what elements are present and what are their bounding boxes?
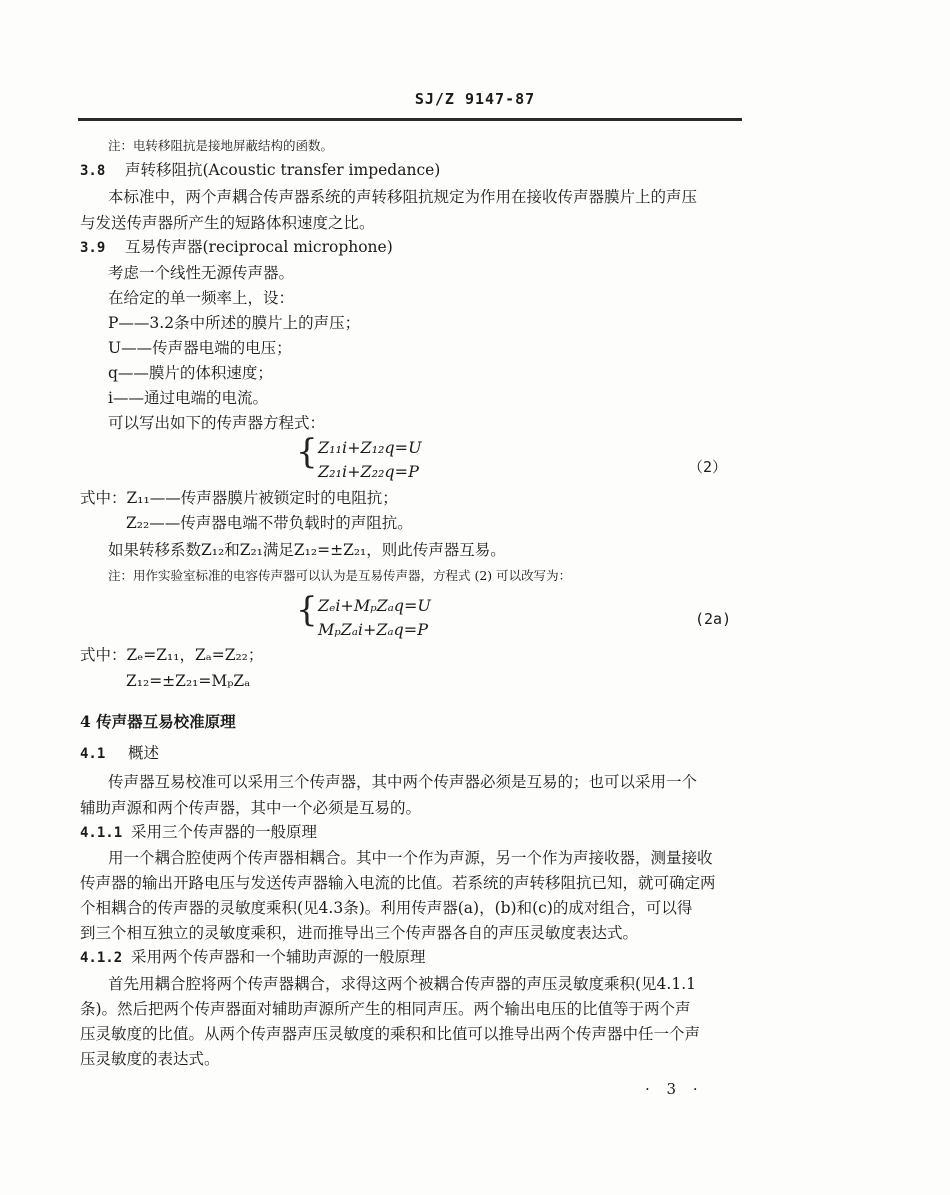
standard-code-header: SJ/Z 9147-87 <box>414 90 536 108</box>
section-3-9-title: 互易传声器(reciprocal microphone) <box>125 238 393 256</box>
section-4-1-text-1: 传声器互易校准可以采用三个传声器，其中两个传声器必须是互易的；也可以采用一个 <box>108 773 698 791</box>
where-z22: Z₂₂——传声器电端不带负载时的声阻抗。 <box>126 514 413 532</box>
where-z12: Z₁₂=±Z₂₁=MₚZₐ <box>126 672 251 690</box>
where-z11: 式中：Z₁₁——传声器膜片被锁定时的电阻抗； <box>80 489 398 507</box>
section-4-1-1-number: 4.1.1 <box>80 825 123 841</box>
section-4-1-2-text-2: 条)。然后把两个传声器面对辅助声源所产生的相同声压。两个输出电压的比值等于两个声 <box>80 1000 691 1018</box>
section-3-8-text-1: 本标准中，两个声耦合传声器系统的声转移阻抗规定为作用在接收传声器膜片上的声压 <box>108 188 698 206</box>
equation-2a-line-2: MₚZₐi+Zₐq=P <box>318 620 428 639</box>
note-electrical-transfer: 注：电转移阻抗是接地屏蔽结构的函数。 <box>108 138 334 153</box>
section-4-1-title: 概述 <box>128 744 160 762</box>
section-4-1-2-text-4: 压灵敏度的表达式。 <box>80 1050 220 1068</box>
section-4-heading: 4 传声器互易校准原理 <box>80 712 236 731</box>
section-3-9-number: 3.9 <box>80 240 106 256</box>
definition-u: U——传声器电端的电压； <box>108 339 292 357</box>
definition-i: i——通过电端的电流。 <box>108 389 268 407</box>
section-4-1-1-text-1: 用一个耦合腔使两个传声器相耦合。其中一个作为声源，另一个作为声接收器，测量接收 <box>108 849 713 867</box>
section-3-9-text-b: 在给定的单一频率上，设： <box>108 289 295 307</box>
reciprocity-condition: 如果转移系数Z₁₂和Z₂₁满足Z₁₂=±Z₂₁，则此传声器互易。 <box>108 541 506 559</box>
section-3-9-text-c: 可以写出如下的传声器方程式： <box>108 414 326 432</box>
definition-q: q——膜片的体积速度； <box>108 364 273 382</box>
equation-2a-brace: { <box>296 590 318 630</box>
section-3-9-text-a: 考虑一个线性无源传声器。 <box>108 264 295 282</box>
section-4-1-1-text-3: 个相耦合的传声器的灵敏度乘积(见4.3条)。利用传声器(a)，(b)和(c)的成对组合，可以得 <box>80 899 693 917</box>
equation-2a-number: (2a) <box>695 610 732 628</box>
equation-2-line-1: Z₁₁i+Z₁₂q=U <box>318 438 422 457</box>
section-4-1-2-text-3: 压灵敏度的比值。从两个传声器声压灵敏度的乘积和比值可以推导出两个传声器中任一个声 <box>80 1025 701 1043</box>
equation-2-line-2: Z₂₁i+Z₂₂q=P <box>318 462 419 481</box>
section-4-1-text-2: 辅助声源和两个传声器，其中一个必须是互易的。 <box>80 799 422 817</box>
where-ze-za: 式中：Zₑ=Z₁₁，Zₐ=Z₂₂； <box>80 646 264 664</box>
section-4-1-1-text-2: 传声器的输出开路电压与发送传声器输入电流的比值。若系统的声转移阻抗已知，就可确定两 <box>80 874 716 892</box>
note-condenser-microphone: 注：用作实验室标准的电容传声器可以认为是互易传声器，方程式 (2) 可以改写为： <box>108 568 572 583</box>
equation-2-number: （2） <box>688 458 728 476</box>
section-3-8-number: 3.8 <box>80 163 106 179</box>
section-4-1-1-text-4: 到三个相互独立的灵敏度乘积，进而推导出三个传声器各自的声压灵敏度表达式。 <box>80 924 639 942</box>
section-4-1-number: 4.1 <box>80 746 106 762</box>
header-rule <box>78 118 742 121</box>
section-4-1-1-title: 采用三个传声器的一般原理 <box>131 823 318 841</box>
equation-2a-line-1: Zₑi+MₚZₐq=U <box>318 596 431 615</box>
section-3-8-title: 声转移阻抗(Acoustic transfer impedance) <box>125 161 441 179</box>
section-3-8-text-2: 与发送传声器所产生的短路体积速度之比。 <box>80 214 375 232</box>
page-number: · 3 · <box>645 1080 704 1098</box>
section-4-1-2-text-1: 首先用耦合腔将两个传声器耦合，求得这两个被耦合传声器的声压灵敏度乘积(见4.1.1 <box>108 975 696 993</box>
equation-2-brace: { <box>296 432 318 472</box>
section-4-1-2-number: 4.1.2 <box>80 950 123 966</box>
section-4-1-2-title: 采用两个传声器和一个辅助声源的一般原理 <box>131 948 426 966</box>
definition-p: P——3.2条中所述的膜片上的声压； <box>108 314 361 332</box>
